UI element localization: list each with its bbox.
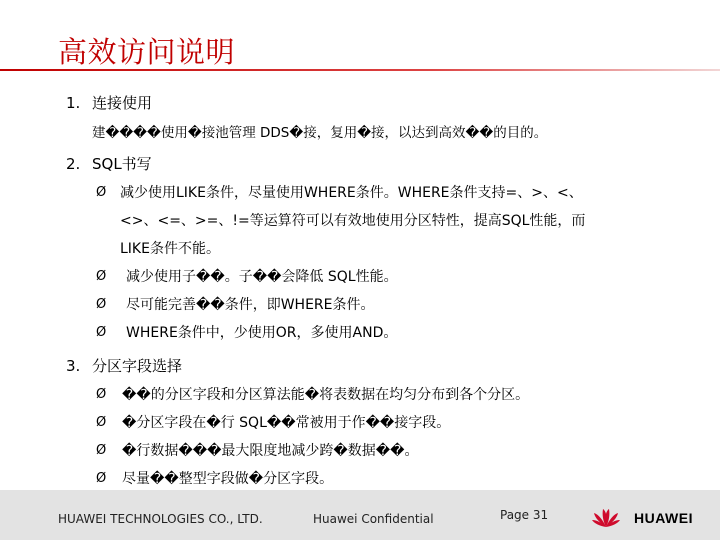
footer-confidential: Huawei Confidential	[313, 512, 434, 526]
slide-title: 高效访问说明	[58, 35, 236, 69]
bullet-text: 减少使用子��。子��会降低 SQL性能。	[126, 269, 398, 285]
bullet-text: �分区字段在�行 SQL��常被用于作��接字段。	[122, 415, 451, 431]
section-title: 分区字段选择	[92, 357, 183, 375]
footer-bar	[0, 490, 720, 540]
section-title: 连接使用	[92, 94, 153, 112]
section-heading	[66, 357, 182, 375]
bullet-text: 减少使用LIKE条件，尽量使用WHERE条件。WHERE条件支持=、>、<、	[120, 185, 583, 201]
section-number: 2.	[66, 155, 81, 173]
bullet-text: �行数据���最大限度地减少跨�数据��。	[122, 443, 419, 459]
bullet-arrow-icon: Ø	[96, 185, 107, 200]
huawei-logo-text: HUAWEI	[634, 510, 693, 526]
bullet-text: 尽可能完善��条件，即WHERE条件。	[126, 297, 375, 313]
bullet-arrow-icon: Ø	[96, 269, 107, 284]
bullet-text-continued: <>、<=、>=、!=等运算符可以有效地使用分区特性，提高SQL性能，而	[120, 213, 586, 229]
bullet-text: WHERE条件中，少使用OR，多使用AND。	[126, 325, 398, 341]
bullet-arrow-icon: Ø	[96, 387, 107, 402]
section-number: 3.	[66, 357, 81, 375]
bullet-text: ��的分区字段和分区算法能�将表数据在均匀分布到各个分区。	[122, 387, 530, 403]
section-heading	[66, 94, 152, 112]
footer-page-number: Page 31	[500, 508, 549, 522]
section-heading	[66, 155, 152, 173]
bullet-arrow-icon: Ø	[96, 443, 107, 458]
bullet-arrow-icon: Ø	[96, 415, 107, 430]
bullet-text-continued: LIKE条件不能。	[120, 241, 220, 257]
section-body-line: 建����使用�接池管理 DDS�接，复用�接，以达到高效��的目的。	[92, 125, 548, 141]
footer-company: HUAWEI TECHNOLOGIES CO., LTD.	[58, 512, 263, 526]
bullet-arrow-icon: Ø	[96, 471, 107, 486]
title-divider	[0, 69, 720, 71]
section-title: SQL书写	[92, 155, 152, 173]
bullet-arrow-icon: Ø	[96, 297, 107, 312]
bullet-arrow-icon: Ø	[96, 325, 107, 340]
section-number: 1.	[66, 94, 81, 112]
bullet-text: 尽量��整型字段做�分区字段。	[122, 471, 334, 487]
